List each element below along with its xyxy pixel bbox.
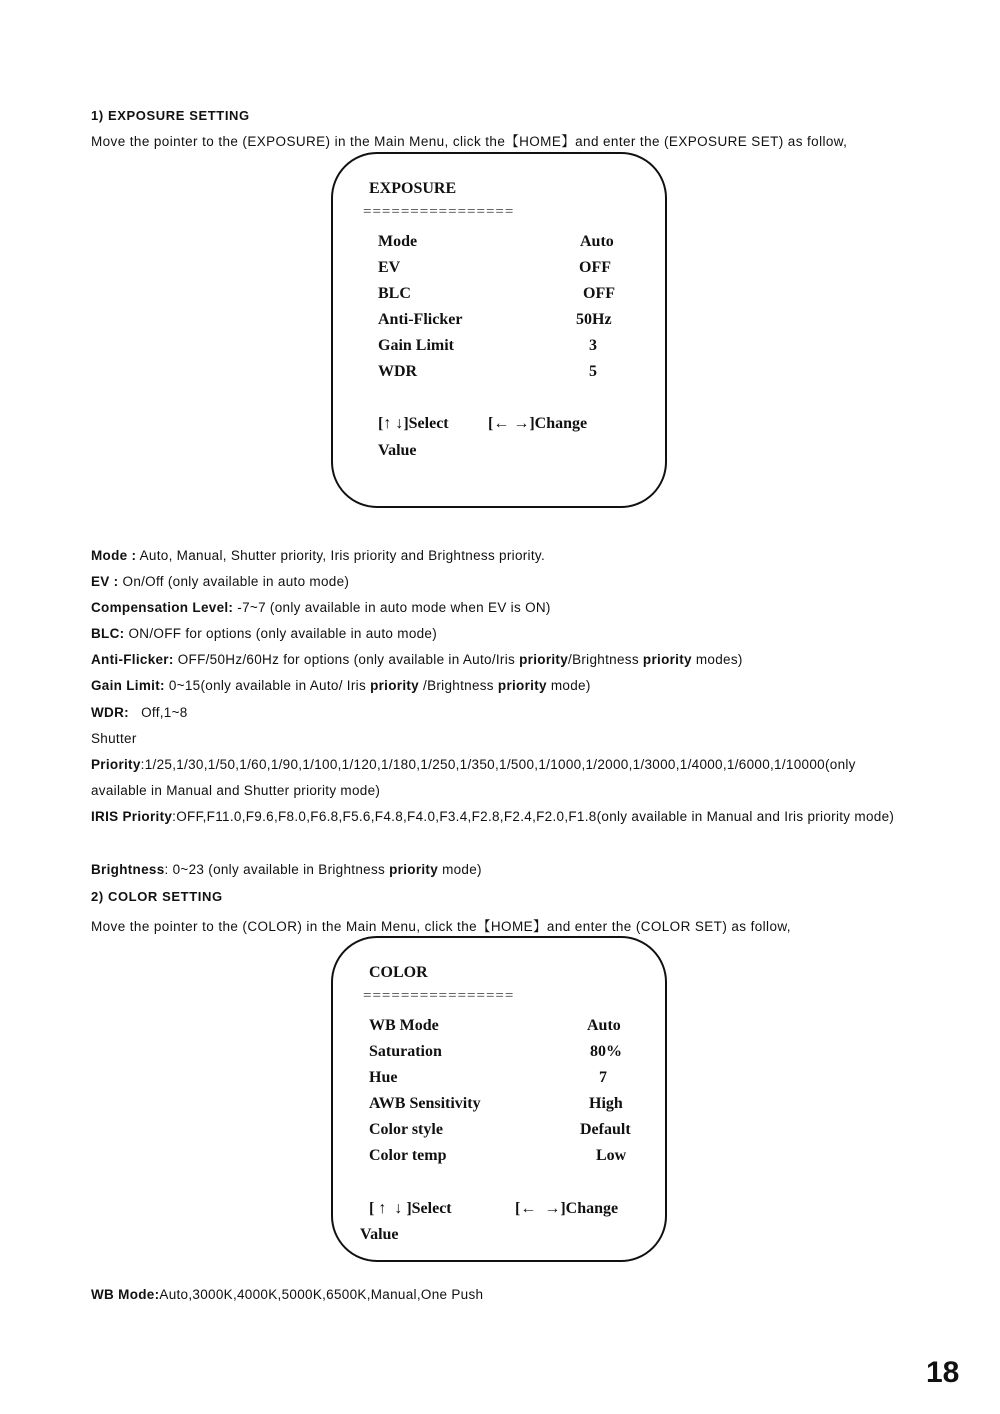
anti-flicker-description: Anti-Flicker: OFF/50Hz/60Hz for options (only available in Auto/Iris priority/Brightness priority modes): [91, 652, 743, 667]
wdr-description: WDR: Off,1~8: [91, 705, 188, 720]
color-item-label-awb-sensitivity: AWB Sensitivity: [369, 1095, 481, 1112]
color-menu-separator: ================: [363, 988, 515, 1004]
exposure-item-label-blc: BLC: [378, 285, 411, 302]
gain-limit-description: Gain Limit: 0~15(only available in Auto/ Iris priority /Brightness priority mode): [91, 678, 591, 693]
color-item-value-hue: 7: [599, 1069, 607, 1086]
color-menu-box: [331, 936, 667, 1262]
exposure-menu-box: [331, 152, 667, 508]
blc-description: BLC: ON/OFF for options (only available in auto mode): [91, 626, 438, 641]
exposure-menu-title: EXPOSURE: [369, 180, 457, 197]
shutter-priority-description: Priority:1/25,1/30,1/50,1/60,1/90,1/100,1/120,1/180,1/250,1/350,1/500,1/1000,1/2000,1/3000,1/4000,1/6000,1/10000(only available in Manual and Shutter priority mode): [91, 757, 856, 798]
color-item-label-saturation: Saturation: [369, 1043, 442, 1060]
exposure-item-label-anti-flicker: Anti-Flicker: [378, 311, 463, 328]
exposure-menu-separator: ================: [363, 204, 515, 220]
iris-priority-description: IRIS Priority:OFF,F11.0,F9.6,F8.0,F6.8,F5.6,F4.8,F4.0,F3.4,F2.8,F2.4,F2.0,F1.8(only available in Manual and Iris priority mode): [91, 809, 895, 824]
color-item-label-hue: Hue: [369, 1069, 398, 1086]
exposure-item-label-mode: Mode: [378, 233, 418, 250]
exposure-heading: 1) EXPOSURE SETTING: [91, 108, 250, 123]
color-item-value-color-style: Default: [580, 1121, 631, 1138]
exposure-item-value-wdr: 5: [589, 363, 597, 380]
exposure-item-label-gain-limit: Gain Limit: [378, 337, 455, 354]
color-item-label-color-temp: Color temp: [369, 1147, 447, 1164]
color-item-value-color-temp: Low: [596, 1147, 627, 1164]
color-hint-value: Value: [360, 1226, 399, 1243]
exposure-item-value-anti-flicker: 50Hz: [576, 311, 612, 328]
mode-description: Mode : Auto, Manual, Shutter priority, Iris priority and Brightness priority.: [91, 548, 546, 563]
color-item-label-color-style: Color style: [369, 1121, 443, 1138]
exposure-hint-value: Value: [378, 442, 417, 459]
exposure-hint-change: [← →]Change: [488, 415, 588, 432]
exposure-item-value-mode: Auto: [580, 233, 614, 250]
color-menu-title: COLOR: [369, 964, 428, 981]
wb-mode-description: WB Mode:Auto,3000K,4000K,5000K,6500K,Manual,One Push: [91, 1287, 484, 1302]
color-intro: Move the pointer to the (COLOR) in the Main Menu, click the【HOME】and enter the (COLOR SET) as follow,: [91, 919, 791, 934]
exposure-hint-select: [↑ ↓]Select: [378, 415, 449, 432]
color-item-label-wb-mode: WB Mode: [369, 1017, 439, 1034]
color-item-value-wb-mode: Auto: [587, 1017, 621, 1034]
brightness-description: Brightness: 0~23 (only available in Brightness priority mode): [91, 862, 482, 877]
exposure-intro: Move the pointer to the (EXPOSURE) in the Main Menu, click the【HOME】and enter the (EXPOSURE SET) as follow,: [91, 134, 848, 149]
exposure-item-label-wdr: WDR: [378, 363, 418, 380]
exposure-item-label-ev: EV: [378, 259, 401, 276]
page-number: 18: [926, 1356, 960, 1389]
exposure-item-value-blc: OFF: [583, 285, 615, 302]
ev-description: EV : On/Off (only available in auto mode): [91, 574, 350, 589]
color-hint-change: [← →]Change: [515, 1200, 619, 1217]
color-heading: 2) COLOR SETTING: [91, 889, 223, 904]
color-hint-select: [ ↑ ↓ ]Select: [369, 1200, 452, 1217]
exposure-item-value-ev: OFF: [579, 259, 611, 276]
shutter-label: Shutter: [91, 731, 137, 746]
compensation-description: Compensation Level: -7~7 (only available in auto mode when EV is ON): [91, 600, 551, 615]
exposure-item-value-gain-limit: 3: [589, 337, 597, 354]
color-item-value-saturation: 80%: [590, 1043, 622, 1060]
color-item-value-awb-sensitivity: High: [589, 1095, 623, 1112]
